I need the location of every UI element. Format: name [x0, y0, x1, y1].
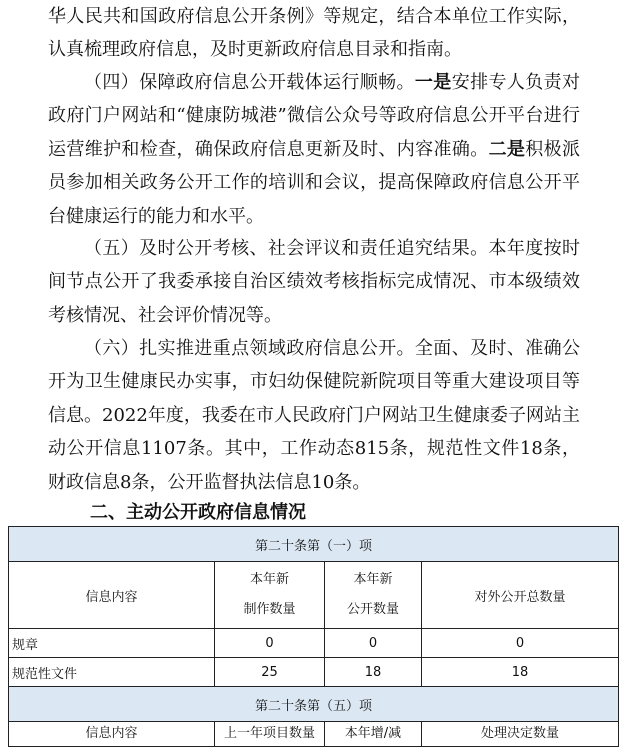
row-label: 规章: [9, 629, 215, 658]
point-two-marker: 二是: [488, 138, 526, 160]
row-made: 25: [215, 658, 325, 687]
header-total: 对外公开总数量: [422, 562, 619, 629]
row-total: 0: [422, 629, 619, 658]
section2-title: 第二十条第（五）项: [9, 687, 619, 722]
header-new-public: [325, 562, 422, 629]
header2-info-content: 信息内容: [9, 722, 215, 747]
table-section-row: [9, 687, 619, 722]
header-new-made: [215, 562, 325, 629]
paragraph-regulations-continued: 华人民共和国政府信息公开条例》等规定，结合本单位工作实际，认真梳理政府信息，及时更新政府信息目录和指南。: [48, 6, 580, 61]
header-new-made-line2: 制作数量: [243, 602, 296, 617]
table-row: [9, 629, 619, 658]
table-row: [9, 658, 619, 687]
paragraph-key-areas: （六）扎实推进重点领域政府信息公开。全面、及时、准确公开为卫生健康民办实事，市妇幼保健院新院项目等重大建设项目等信息。2022年度，我委在市人民政府门户网站卫生健康委子网站主动公开信息1107条。其中，工作动态815条，规范性文件18条，财政信息8条，公开监督执法信息10条。: [48, 338, 580, 493]
paragraph-platform-operation: [48, 66, 580, 233]
point-two-text: 积极派员参加相关政务公开工作的培训和会议，提高保障政府信息公开平台健康运行的能力和水平。: [48, 138, 581, 227]
section-heading: 二、主动公开政府信息情况: [90, 502, 306, 523]
table-header-row-2: [9, 722, 619, 747]
header-new-public-line1: 本年新: [353, 572, 393, 587]
row-total: 18: [422, 658, 619, 687]
row-public: 0: [325, 629, 422, 658]
header-new-made-line1: 本年新: [249, 572, 289, 587]
paragraph-assessment-results: （五）及时公开考核、社会评议和责任追究结果。本年度按时间节点公开了我委承接自治区绩效考核指标完成情况、市本级绩效考核情况、社会评价情况等。: [48, 238, 580, 326]
disclosure-table: [8, 526, 619, 747]
point-one-text: 安排专人负责对政府门户网站和“健康防城港”微信公众号等政府信息公开平台进行运营维护和检查，确保政府信息更新及时、内容准确。: [48, 72, 581, 160]
header2-prev-count: 上一年项目数量: [215, 722, 325, 747]
header2-decision-count: 处理决定数量: [422, 722, 619, 747]
header2-change: 本年增/减: [325, 722, 422, 747]
row-public: 18: [325, 658, 422, 687]
point-one-marker: 一是: [414, 72, 452, 93]
row-made: 0: [215, 629, 325, 658]
header-info-content: 信息内容: [9, 562, 215, 629]
header-new-public-line2: 公开数量: [346, 602, 399, 617]
table-header-row: [9, 562, 619, 629]
table-section-row: [9, 527, 619, 562]
section1-title: 第二十条第（一）项: [9, 527, 619, 562]
platform-lead: （四）保障政府信息公开载体运行顺畅。: [84, 72, 415, 93]
row-label: 规范性文件: [9, 658, 215, 687]
